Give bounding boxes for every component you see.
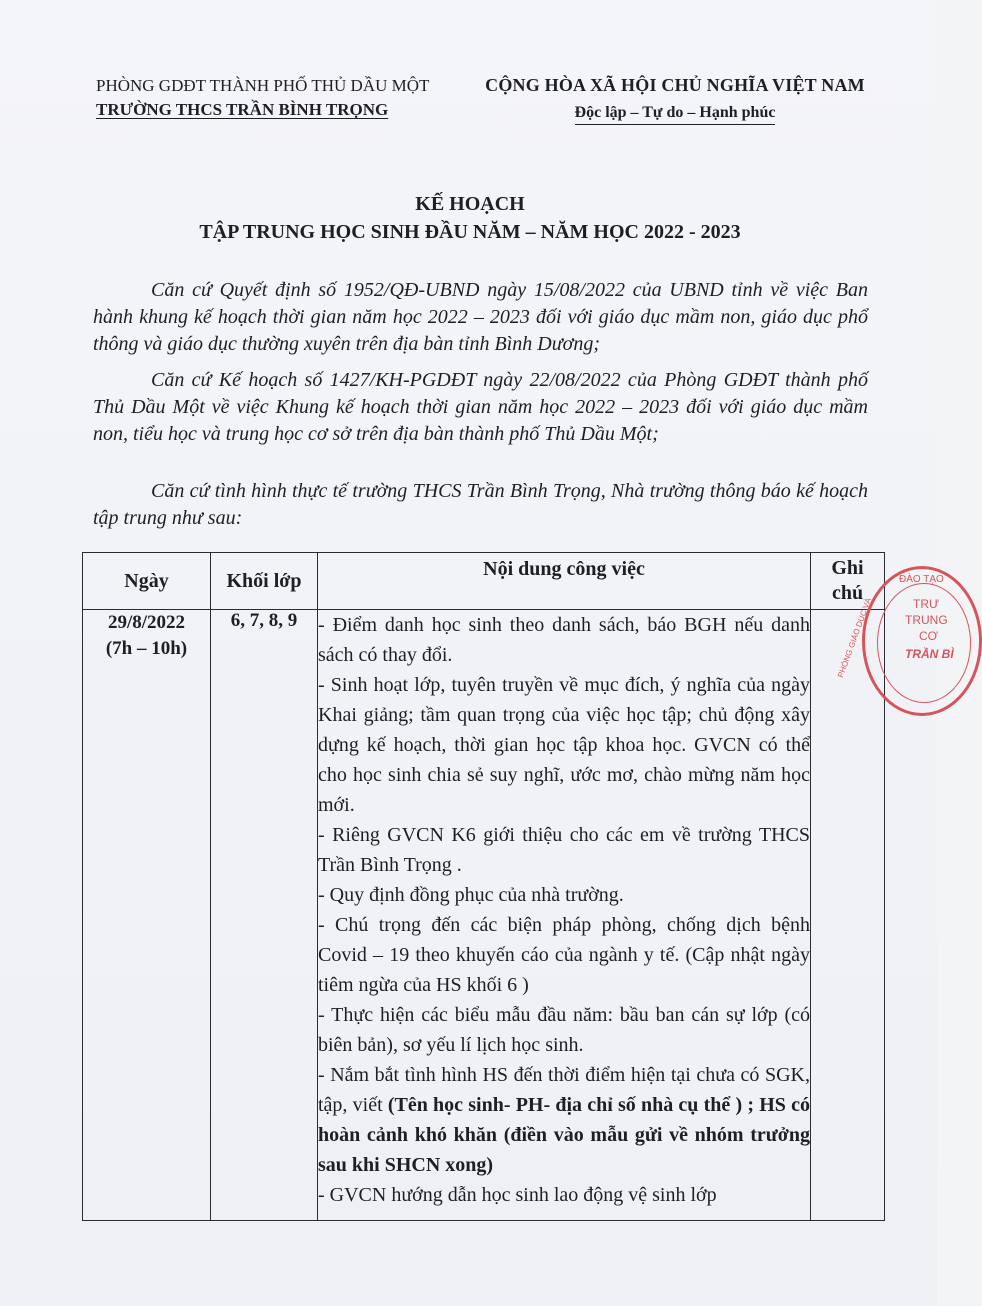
- paragraph-legal-basis-3: Căn cứ tình hình thực tế trường THCS Trần Bình Trọng, Nhà trường thông báo kế hoạch tập trung như sau:: [93, 480, 868, 529]
- content-item: - Sinh hoạt lớp, tuyên truyền về mục đích, ý nghĩa của ngày Khai giảng; tầm quan trọng của việc học tập; chủ động xây dựng kế hoạch, thời gian học tập khoa học. GVCN có thể cho học sinh chia sẻ suy nghĩ, ước mơ, chào mừng năm học mới.: [318, 674, 810, 816]
- stamp-text-3: CƠ: [919, 629, 938, 643]
- row-date: 29/8/2022: [107, 612, 186, 633]
- title-line-2: TẬP TRUNG HỌC SINH ĐẦU NĂM – NĂM HỌC 2022 - 2023: [199, 221, 741, 243]
- header-cell-date: Ngày: [83, 553, 211, 610]
- paragraph-legal-basis-2: Căn cứ Kế hoạch số 1427/KH-PGDĐT ngày 22/08/2022 của Phòng GDĐT thành phố Thủ Dầu Một về việc Khung kế hoạch thời gian năm học 2022 – 2023 đối với giáo dục mầm non, tiểu học và trung học cơ sở trên địa bàn thành phố Thủ Dầu Một;: [93, 369, 868, 445]
- stamp-text-2: TRUNG: [905, 613, 948, 627]
- row-time: (7h – 10h): [105, 638, 188, 659]
- content-item-text: - Nắm bắt tình hình HS đến thời điểm hiện tại chưa có SGK, tập, viết: [318, 1064, 810, 1116]
- stamp-text-arc: PHÒNG GIÁO DỤC VÀ: [835, 596, 874, 679]
- document-title: [60, 190, 880, 246]
- header-cell-grade: Khối lớp: [211, 553, 318, 610]
- stamp-text-top: ĐÀO TẠO: [899, 574, 944, 585]
- content-item-bold-text: (Tên học sinh- PH- địa chỉ số nhà cụ thể ) ; HS có hoàn cảnh khó khăn (điền vào mẫu gửi về nhóm trưởng sau khi SHCN xong): [318, 1094, 810, 1176]
- header-left: [96, 74, 466, 122]
- content-item: - GVCN hướng dẫn học sinh lao động vệ sinh lớp: [318, 1184, 717, 1206]
- plan-table: [82, 552, 885, 1221]
- national-motto: Độc lập – Tự do – Hạnh phúc: [575, 103, 776, 125]
- header-cell-note: Ghi chú: [811, 553, 885, 610]
- table-header-row: [83, 553, 885, 610]
- content-item: [318, 1060, 810, 1180]
- paragraph-legal-basis-1: Căn cứ Quyết định số 1952/QĐ-UBND ngày 15/08/2022 của UBND tỉnh về việc Ban hành khung kế hoạch thời gian năm học 2022 – 2023 đối với giáo dục mầm non, giáo dục phổ thông và giáo dục thường xuyên trên địa bàn tỉnh Bình Dương;: [93, 279, 868, 355]
- school-name: TRƯỜNG THCS TRẦN BÌNH TRỌNG: [96, 100, 389, 119]
- content-item: - Quy định đồng phục của nhà trường.: [318, 884, 624, 906]
- title-line-1: KẾ HOẠCH: [415, 193, 525, 215]
- national-title: CỘNG HÒA XÃ HỘI CHỦ NGHĨA VIỆT NAM: [485, 75, 865, 95]
- content-item: - Thực hiện các biểu mẫu đầu năm: bầu ban cán sự lớp (có biên bản), sơ yếu lí lịch học sinh.: [318, 1004, 810, 1056]
- department-name: PHÒNG GDĐT THÀNH PHỐ THỦ DẦU MỘT: [96, 76, 430, 95]
- stamp-text-4: TRẦN BÌ: [905, 647, 954, 661]
- header-cell-content: Nội dung công việc: [318, 553, 811, 610]
- stamp-text-1: TRƯ: [913, 597, 940, 611]
- cell-note: [811, 610, 885, 1221]
- header-right: [470, 72, 880, 125]
- table-row: [83, 610, 885, 1221]
- cell-grades: 6, 7, 8, 9: [211, 610, 318, 1221]
- content-item: - Chú trọng đến các biện pháp phòng, chống dịch bệnh Covid – 19 theo khuyến cáo của ngành y tế. (Cập nhật ngày tiêm ngừa của HS khối 6 ): [318, 914, 810, 996]
- content-item: - Điểm danh học sinh theo danh sách, báo BGH nếu danh sách có thay đổi.: [318, 614, 810, 666]
- content-item: - Riêng GVCN K6 giới thiệu cho các em về trường THCS Trần Bình Trọng .: [318, 824, 810, 876]
- cell-date: [83, 610, 211, 1221]
- cell-content: [318, 610, 811, 1221]
